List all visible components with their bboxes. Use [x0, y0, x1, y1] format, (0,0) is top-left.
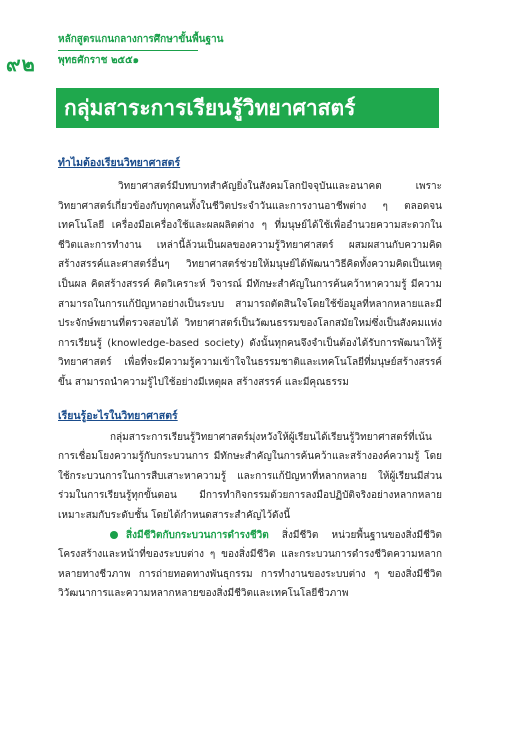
header-curriculum-title: หลักสูตรแกนกลางการศึกษาขั้นพื้นฐาน: [58, 34, 224, 45]
page-number: ๙๒: [6, 52, 36, 76]
bullet-text: สิ่งมีชีวิต หน่วยพื้นฐานของสิ่งมีชีวิต โครงสร้างและหน้าที่ของระบบต่าง ๆ ของสิ่งมีชีวิต และกระบวนการดำรงชีวิตความหลากหลายทางชีวภาพ การถ่ายทอดทางพันธุกรรม การทำงานของระบบต่าง ๆ ของสิ่งมีชีวิต วิวัฒนาการและความหลากหลายของสิ่งมีชีวิตและเทคโนโลยีชีวภาพ: [58, 529, 442, 600]
body-content: [58, 154, 442, 604]
paragraph-what: กลุ่มสาระการเรียนรู้วิทยาศาสตร์มุ่งหวังให้ผู้เรียนได้เรียนรู้วิทยาศาสตร์ที่เน้นการเชื่อมโยงความรู้กับกระบวนการ มีทักษะสำคัญในการค้นคว้าและสร้างองค์ความรู้ โดยใช้กระบวนการในการสืบเสาะหาความรู้ และการแก้ปัญหาที่หลากหลาย ให้ผู้เรียนมีส่วนร่วมในการเรียนรู้ทุกขั้นตอน มีการทำกิจกรรมด้วยการลงมือปฏิบัติจริงอย่างหลากหลาย เหมาะสมกับระดับชั้น โดยได้กำหนดสาระสำคัญไว้ดังนี้: [58, 431, 442, 521]
bullet-icon: [110, 531, 118, 539]
section-heading-what: เรียนรู้อะไรในวิทยาศาสตร์: [58, 409, 178, 422]
page-title: กลุ่มสาระการเรียนรู้วิทยาศาสตร์: [64, 95, 356, 120]
title-banner: [56, 88, 439, 128]
bullet-item: [58, 526, 442, 604]
header-rule: [58, 50, 198, 51]
bullet-lead: สิ่งมีชีวิตกับกระบวนการดำรงชีวิต: [126, 529, 269, 541]
paragraph-why: วิทยาศาสตร์มีบทบาทสำคัญยิ่งในสังคมโลกปัจจุบันและอนาคต เพราะวิทยาศาสตร์เกี่ยวข้องกับทุกคนทั้งในชีวิตประจำวันและการงานอาชีพต่าง ๆ ตลอดจนเทคโนโลยี เครื่องมือเครื่องใช้และผลผลิตต่าง ๆ ที่มนุษย์ได้ใช้เพื่ออำนวยความสะดวกในชีวิตและการทำงาน เหล่านี้ล้วนเป็นผลของความรู้วิทยาศาสตร์ ผสมผสานกับความคิดสร้างสรรค์และศาสตร์อื่นๆ วิทยาศาสตร์ช่วยให้มนุษย์ได้พัฒนาวิธีคิดทั้งความคิดเป็นเหตุเป็นผล คิดสร้างสรรค์ คิดวิเคราะห์ วิจารณ์ มีทักษะสำคัญในการค้นคว้าหาความรู้ มีความสามารถในการแก้ปัญหาอย่างเป็นระบบ สามารถตัดสินใจโดยใช้ข้อมูลที่หลากหลายและมีประจักษ์พยานที่ตรวจสอบได้ วิทยาศาสตร์เป็นวัฒนธรรมของโลกสมัยใหม่ซึ่งเป็นสังคมแห่งการเรียนรู้ (knowledge-based society) ดังนั้นทุกคนจึงจำเป็นต้องได้รับการพัฒนาให้รู้วิทยาศาสตร์ เพื่อที่จะมีความรู้ความเข้าใจในธรรมชาติและเทคโนโลยีที่มนุษย์สร้างสรรค์ขึ้น สามารถนำความรู้ไปใช้อย่างมีเหตุผล สร้างสรรค์ และมีคุณธรรม: [58, 181, 442, 388]
header-year: พุทธศักราช ๒๕๕๑: [58, 55, 140, 66]
section-heading-why: ทำไมต้องเรียนวิทยาศาสตร์: [58, 157, 181, 169]
running-header: [58, 32, 288, 68]
